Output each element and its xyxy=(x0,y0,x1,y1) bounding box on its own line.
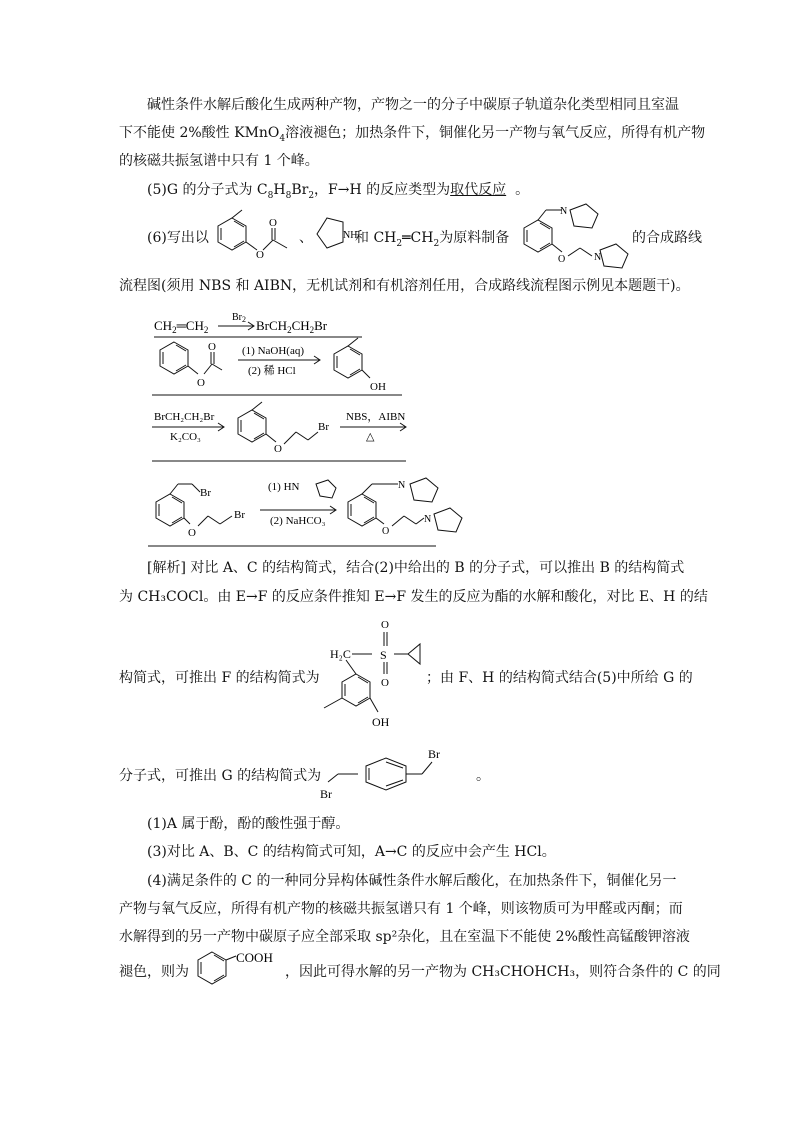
f-structure xyxy=(316,612,426,740)
label-nh: NH xyxy=(343,230,358,241)
analysis-q4-line-4b: ，因此可得水解的另一产物为 CH₃CHOHCH₃，则符合条件的 C 的同 xyxy=(285,964,721,980)
label-br: Br xyxy=(320,787,332,801)
reagent-dibromoethane: BrCH₂CH₂Br xyxy=(154,411,215,423)
label-o: O xyxy=(269,217,277,229)
label-o: O xyxy=(208,341,216,353)
g-structure xyxy=(318,744,460,804)
label-n: N xyxy=(594,252,602,263)
label-o: O xyxy=(256,249,264,261)
analysis-line-3a: 构简式，可推出 F 的结构简式为 xyxy=(119,670,320,686)
label-o: O xyxy=(558,254,566,265)
question-6-b: 、 xyxy=(299,230,313,246)
question-5: (5)G 的分子式为 $C_8H_8Br_2$，F→H 的反应类型为取代反应 。 xyxy=(147,182,530,201)
label-o: O xyxy=(381,677,389,689)
analysis-line-3b: ；由 F、H 的结构简式结合(5)中所给 G 的 xyxy=(426,670,693,686)
analysis-q3: (3)对比 A、B、C 的结构简式可知，A→C 的反应中会产生 HCl。 xyxy=(147,844,556,860)
analysis-line-1: [解析] 对比 A、C 的结构简式，结合(2)中给出的 B 的分子式，可以推出 B 的结构简式 xyxy=(147,560,685,576)
reagent-hcl: (2) 稀 HCl xyxy=(248,365,296,377)
analysis-q1: (1)A 属于酚，酚的酸性强于醇。 xyxy=(147,816,350,832)
reactant-ethylene: $CH_2═CH_2$ xyxy=(154,318,209,335)
analysis-line-4b: 。 xyxy=(476,768,490,784)
question-6-line-2: 流程图(须用 NBS 和 AIBN，无机试剂和有机溶剂任用，合成路线流程图示例见本题题干)。 xyxy=(119,278,690,294)
label-o: O xyxy=(382,526,390,537)
reagent-nahco3: (2) NaHCO₃ xyxy=(270,515,326,527)
analysis-q4-line-4a: 褪色，则为 xyxy=(119,964,189,980)
analysis-q4-line-1: (4)满足条件的 C 的一种同分异构体碱性条件水解后酸化，在加热条件下，铜催化另一 xyxy=(147,873,677,889)
target-product-structure xyxy=(508,200,632,274)
label-oh: OH xyxy=(372,715,390,729)
label-s: S xyxy=(380,648,387,662)
reagent-pyrrolidine: (1) HN xyxy=(268,481,300,493)
analysis-line-4a: 分子式，可推出 G 的结构简式为 xyxy=(119,768,322,784)
label-n: N xyxy=(398,480,406,491)
benzoic-acid-structure xyxy=(190,946,290,992)
analysis-line-2: 为 CH₃COCl。由 E→F 的反应条件推知 E→F 发生的反应为酯的水解和酸化，对比 E、H 的结 xyxy=(119,589,708,605)
text-line-1: 碱性条件水解后酸化生成两种产物，产物之一的分子中碳原子轨道杂化类型相同且室温 xyxy=(147,97,679,113)
label-n: N xyxy=(424,514,432,525)
label-oh: OH xyxy=(370,381,386,393)
analysis-q4-line-3: 水解得到的另一产物中碳原子应全部采取 sp²杂化，且在室温下不能使 2%酸性高锰酸钾溶液 xyxy=(119,929,690,945)
label-o: O xyxy=(197,377,205,389)
question-6-c: 和 $CH_2═CH_2$为原料制备 xyxy=(355,230,510,249)
reagent-naoh: (1) NaOH(aq) xyxy=(242,345,304,357)
question-6-d: 的合成路线 xyxy=(632,230,702,246)
label-cooh: COOH xyxy=(236,950,273,965)
reagent-k2co3: K₂CO₃ xyxy=(170,431,201,443)
product-dibromoethane: $BrCH_2CH_2Br$ xyxy=(256,318,328,335)
label-br: Br xyxy=(200,487,211,499)
text-line-2: 下不能使 2%酸性 KMnO$_4$溶液褪色；加热条件下，铜催化另一产物与氧气反应，所得有机产物 xyxy=(119,125,706,144)
condition-heat: △ xyxy=(366,431,375,443)
text-line-3: 的核磁共振氢谱中只有 1 个峰。 xyxy=(119,153,319,169)
question-6-a: (6)写出以 xyxy=(147,230,209,246)
reagent-nbs-aibn: NBS，AIBN xyxy=(346,411,406,423)
synthesis-scheme xyxy=(148,304,468,552)
analysis-q4-line-2: 产物与氧气反应，所得有机产物的核磁共振氢谱只有 1 个峰，则该物质可为甲醛或丙酮；而 xyxy=(119,901,683,917)
label-br: Br xyxy=(234,509,245,521)
label-n: N xyxy=(560,206,568,217)
label-o: O xyxy=(188,527,196,539)
reagent-br2: $Br_2$ xyxy=(232,312,246,324)
label-br: Br xyxy=(318,421,329,433)
label-o: O xyxy=(274,443,282,455)
answer-blank: 取代反应 xyxy=(450,182,507,198)
label-h2c: H₂C xyxy=(330,647,351,661)
label-o: O xyxy=(381,619,389,631)
label-br: Br xyxy=(428,747,440,761)
aryl-acetate-structure xyxy=(207,206,299,268)
